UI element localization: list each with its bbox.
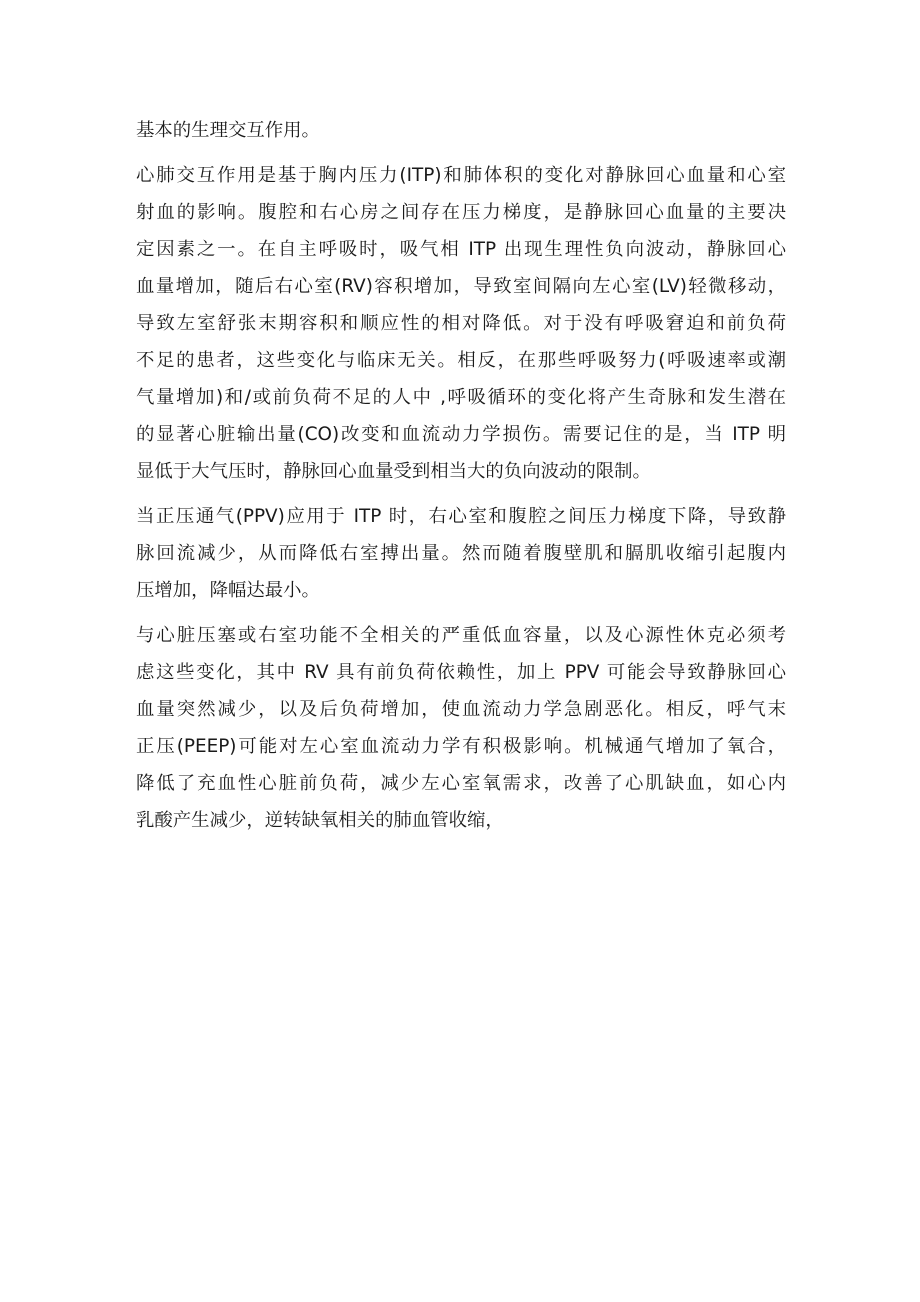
- text-line: 虑这些变化，其中 RV 具有前负荷依赖性，加上 PPV 可能会导致静脉回心: [136, 662, 786, 683]
- text-line: 当正压通气(PPV)应用于 ITP 时，右心室和腹腔之间压力梯度下降，导致静: [136, 506, 786, 527]
- text-line: 乳酸产生减少，逆转缺氧相关的肺血管收缩，: [136, 810, 504, 831]
- paragraph-3: [136, 498, 786, 609]
- text-line: 气量增加)和/或前负荷不足的人中 ,呼吸循环的变化将产生奇脉和发生潜在: [136, 387, 786, 408]
- text-line: 压增加，降幅达最小。: [136, 580, 320, 601]
- text-line: 脉回流减少，从而降低右室搏出量。然而随着腹壁肌和膈肌收缩引起腹内: [136, 543, 786, 564]
- paragraph-2: [136, 157, 786, 490]
- paragraph-1: [136, 112, 786, 149]
- paragraph-4: [136, 617, 786, 839]
- text-line: 的显著心脏输出量(CO)改变和血流动力学损伤。需要记住的是，当 ITP 明: [136, 424, 786, 445]
- text-line: 定因素之一。在自主呼吸时，吸气相 ITP 出现生理性负向波动，静脉回心: [136, 239, 786, 260]
- text-line: 血量突然减少，以及后负荷增加，使血流动力学急剧恶化。相反，呼气末: [136, 699, 786, 720]
- text-line: 导致左室舒张末期容积和顺应性的相对降低。对于没有呼吸窘迫和前负荷: [136, 313, 786, 334]
- text-line: 射血的影响。腹腔和右心房之间存在压力梯度，是静脉回心血量的主要决: [136, 202, 786, 223]
- text-line: 降低了充血性心脏前负荷，减少左心室氧需求，改善了心肌缺血，如心内: [136, 773, 786, 794]
- text-line: 不足的患者，这些变化与临床无关。相反，在那些呼吸努力(呼吸速率或潮: [136, 350, 786, 371]
- text-line: 血量增加，随后右心室(RV)容积增加，导致室间隔向左心室(LV)轻微移动，: [136, 276, 786, 297]
- document-body: [136, 112, 786, 847]
- text-line: 显低于大气压时，静脉回心血量受到相当大的负向波动的限制。: [136, 461, 651, 482]
- text-line: 正压(PEEP)可能对左心室血流动力学有积极影响。机械通气增加了氧合，: [136, 736, 786, 757]
- text-line: 心肺交互作用是基于胸内压力(ITP)和肺体积的变化对静脉回心血量和心室: [136, 165, 786, 186]
- text-line: 与心脏压塞或右室功能不全相关的严重低血容量，以及心源性休克必须考: [136, 625, 786, 646]
- text-line: 基本的生理交互作用。: [136, 120, 320, 141]
